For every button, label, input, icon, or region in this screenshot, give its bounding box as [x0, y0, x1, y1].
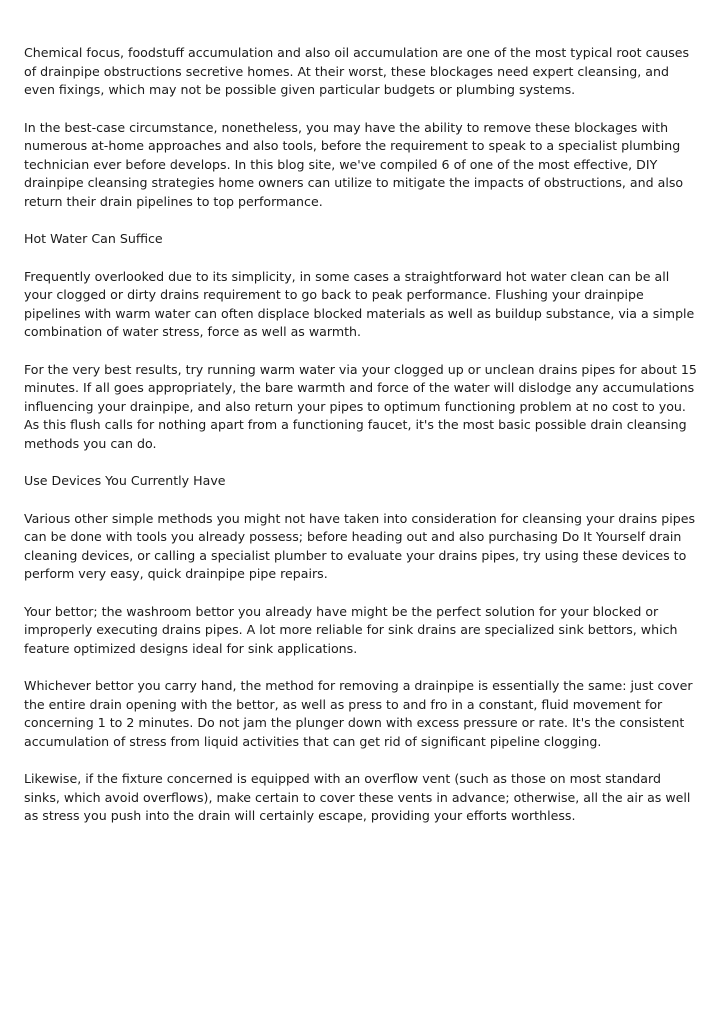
paragraph-bettor: Your bettor; the washroom bettor you already have might be the perfect solution for your blocked or improperly executing drains pipes. A lot more reliable for sink drains are specialized sink bettors, which feature optimized designs ideal for sink applications.	[24, 603, 678, 656]
paragraph-intro: Chemical focus, foodstuff accumulation and also oil accumulation are one of the most typical root causes of drainpipe obstructions secretive homes. At their worst, these blockages need expert cleansing, and even fixings, which may not be possible given particular budgets or plumbing systems.	[24, 45, 690, 97]
article-body	[24, 44, 700, 845]
paragraph-best-results: For the very best results, try running warm water via your clogged up or unclean drains pipes for about 15 minutes. If all goes appropriately, the bare warmth and force of the water will dislodge any accumulations influencing your drainpipe, and also return your pipes to optimum functioning problem at no cost to you. As this flush calls for nothing apart from a functioning faucet, it's the most basic possible drain cleansing methods you can do.	[24, 361, 697, 451]
heading-use-devices: Use Devices You Currently Have	[24, 473, 226, 488]
paragraph-method: Whichever bettor you carry hand, the method for removing a drainpipe is essentially the same: just cover the entire drain opening with the bettor, as well as press to and fro in a constant, fluid movement for concerning 1 to 2 minutes. Do not jam the plunger down with excess pressure or rate. It's the consistent accumulation of stress from liquid activities that can get rid of significant pipeline clogging.	[24, 678, 693, 749]
paragraph-best-case: In the best-case circumstance, nonetheless, you may have the ability to remove these blockages with numerous at-home approaches and also tools, before the requirement to speak to a specialist plumbing technician ever before develops. In this blog site, we've compiled 6 of one of the most effective, DIY drainpipe cleansing strategies home owners can utilize to mitigate the impacts of obstructions, and also return their drain pipelines to top performance.	[24, 119, 684, 209]
paragraph-hot-water: Frequently overlooked due to its simplicity, in some cases a straightforward hot water clean can be all your clogged or dirty drains requirement to go back to peak performance. Flushing your drainpipe pipelines with warm water can often displace blocked materials as well as buildup substance, via a simple combination of water stress, force as well as warmth.	[24, 268, 695, 339]
paragraph-simple-methods: Various other simple methods you might not have taken into consideration for cleansing your drains pipes can be done with tools you already possess; before heading out and also purchasing Do It Yourself drain cleaning devices, or calling a specialist plumber to evaluate your drains pipes, try using these devices to perform very easy, quick drainpipe pipe repairs.	[24, 510, 696, 581]
heading-hot-water: Hot Water Can Suffice	[24, 231, 163, 246]
paragraph-overflow: Likewise, if the fixture concerned is equipped with an overflow vent (such as those on most standard sinks, which avoid overflows), make certain to cover these vents in advance; otherwise, all the air as well as stress you push into the drain will certainly escape, providing your efforts worthless.	[24, 771, 691, 823]
